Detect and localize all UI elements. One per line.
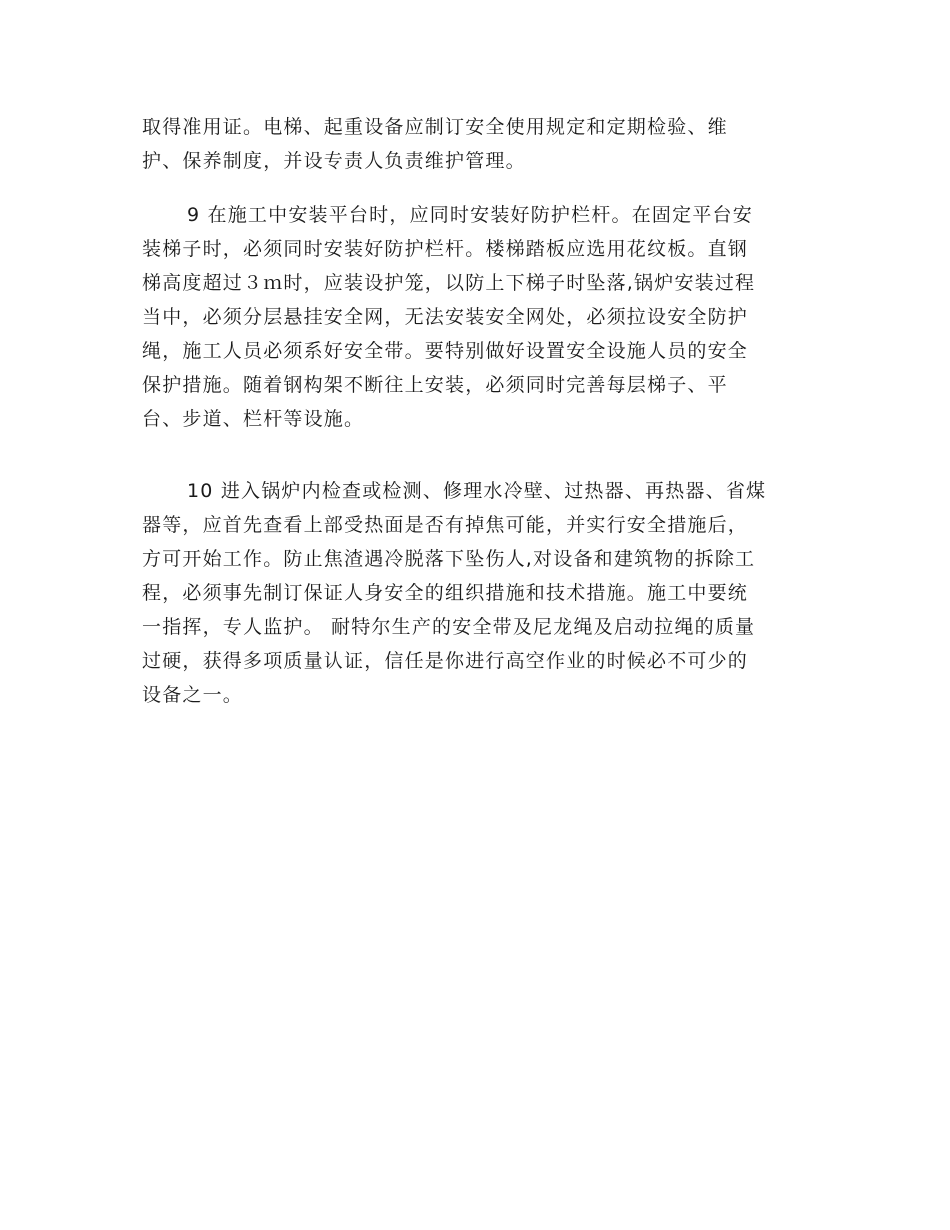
text-line: 绳，施工人员必须系好安全带。要特别做好设置安全设施人员的安全 [142,340,749,362]
text-line: 过硬，获得多项质量认证，信任是你进行高空作业的时候必不可少的 [142,650,749,672]
text-line: 梯高度超过３ｍ时，应装设护笼，以防上下梯子时坠落,锅炉安装过程 [142,272,756,294]
text-line: 当中，必须分层悬挂安全网，无法安装安全网处，必须拉设安全防护 [142,306,749,328]
text-line: 方可开始工作。防止焦渣遇冷脱落下坠伤人,对设备和建筑物的拆除工 [142,548,756,570]
text-line: 保护措施。随着钢构架不断往上安装，必须同时完善每层梯子、平 [142,374,728,396]
text-line: 一指挥，专人监护。 耐特尔生产的安全带及尼龙绳及启动拉绳的质量 [142,616,756,638]
text-line: 10 进入锅炉内检查或检测、修理水冷壁、过热器、再热器、省煤 [187,480,767,502]
paragraph-item-9 [142,198,812,436]
text-line: 护、保养制度，并设专责人负责维护管理。 [142,150,526,172]
paragraph-continuation [142,110,812,178]
text-line: 程，必须事先制订保证人身安全的组织措施和技术措施。施工中要统 [142,582,749,604]
paragraph-item-10 [142,474,812,712]
text-line: 台、步道、栏杆等设施。 [142,408,365,430]
text-line: 取得准用证。电梯、起重设备应制订安全使用规定和定期检验、维 [142,116,728,138]
text-line: 设备之一。 [142,684,244,706]
text-line: 9 在施工中安装平台时，应同时安装好防护栏杆。在固定平台安 [187,204,753,226]
text-line: 装梯子时，必须同时安装好防护栏杆。楼梯踏板应选用花纹板。直钢 [142,238,749,260]
text-line: 器等，应首先查看上部受热面是否有掉焦可能，并实行安全措施后， [142,514,749,536]
